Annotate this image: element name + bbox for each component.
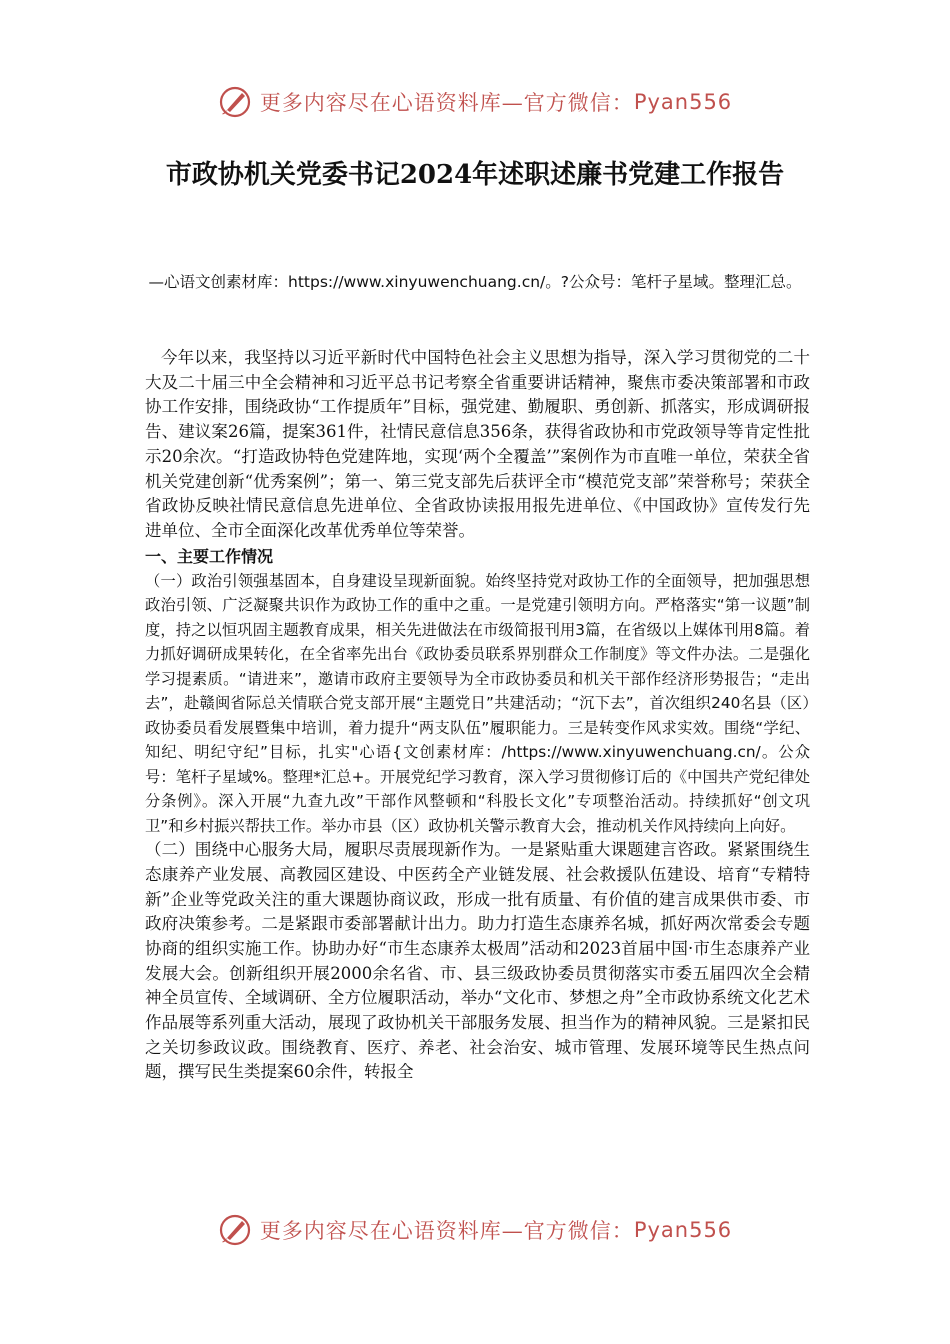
banner-text: 更多内容尽在心语资料库—官方微信： bbox=[259, 91, 634, 115]
banner-wechat-id: Pyan556 bbox=[633, 1218, 733, 1242]
banner-wechat-id: Pyan556 bbox=[633, 90, 733, 114]
document-title: 市政协机关党委书记2024年述职述廉书党建工作报告 bbox=[165, 160, 785, 190]
section-heading: 一、主要工作情况 bbox=[145, 546, 274, 566]
footer-banner bbox=[0, 1210, 950, 1250]
brush-logo-icon bbox=[218, 85, 252, 119]
banner-text: 更多内容尽在心语资料库—官方微信： bbox=[259, 1219, 634, 1243]
brush-logo-icon bbox=[218, 1213, 252, 1247]
paragraph-political: （一）政治引领强基固本，自身建设呈现新面貌。始终坚持党对政协工作的全面领导，把加强思想政治引领、广泛凝聚共识作为政协工作的重中之重。一是党建引领明方向。严格落实“第一议题”制度，持之以恒巩固主题教育成果，相关先进做法在市级简报刊用3篇，在省级以上媒体刊用8篇。着力抓好调研成果转化，在全省率先出台《政协委员联系界别群众工作制度》等文件办法。二是强化学习提素质。“请进来”，邀请市政府主要领导为全市政协委员和机关干部作经济形势报告；“走出去”，赴赣闽省际总关情联合党支部开展“主题党日”共建活动；“沉下去”，首次组织240名县（区）政协委员看发展暨集中培训，着力提升“两支队伍”履职能力。三是转变作风求实效。围绕“学纪、知纪、明纪守纪”目标，扎实"心语{文创素材库：/https://www.xinyuwenchuang.cn/。公众号：笔杆子星域%。整理*汇总+。开展党纪学习教育，深入学习贯彻修订后的《中国共产党纪律处分条例》。深入开展“九查九改”干部作风整顿和“科股长文化”专项整治活动。持续抓好“创文巩卫”和乡村振兴帮扶工作。举办市县（区）政协机关警示教育大会，推动机关作风持续向上向好。 bbox=[145, 571, 810, 835]
header-banner bbox=[0, 82, 950, 122]
intro-paragraph: 今年以来，我坚持以习近平新时代中国特色社会主义思想为指导，深入学习贯彻党的二十大及二十届三中全会精神和习近平总书记考察全省重要讲话精神，聚焦市委决策部署和市政协工作安排，围绕政协“工作提质年”目标，强党建、勤履职、勇创新、抓落实，形成调研报告、建议案26篇，提案361件，社情民意信息356条，获得省政协和市党政领导等肯定性批示20余次。“打造政协特色党建阵地，实现‘两个全覆盖’”案例作为市直唯一单位，荣获全省机关党建创新“优秀案例”；第一、第三党支部先后获评全市“模范党支部”荣誉称号；荣获全省政协反映社情民意信息先进单位、全省政协读报用报先进单位、《中国政协》宣传发行先进单位、全市全面深化改革优秀单位等荣誉。 bbox=[145, 348, 810, 540]
source-line: —心语文创素材库：https://www.xinyuwenchuang.cn/。?公众号：笔杆子星域。整理汇总。 bbox=[148, 273, 802, 291]
document-body bbox=[145, 346, 810, 1085]
paragraph-service: （二）围绕中心服务大局，履职尽责展现新作为。一是紧贴重大课题建言咨政。紧紧围绕生态康养产业发展、高教园区建设、中医药全产业链发展、社会救援队伍建设、培育“专精特新”企业等党政关注的重大课题协商议政，形成一批有质量、有价值的建言成果供市委、市政府决策参考。二是紧跟市委部署献计出力。助力打造生态康养名城，抓好两次常委会专题协商的组织实施工作。协助办好“市生态康养太极周”活动和2023首届中国·市生态康养产业发展大会。创新组织开展2000余名省、市、县三级政协委员贯彻落实市委五届四次全会精神全员宣传、全域调研、全方位履职活动，举办“文化市、梦想之舟”全市政协系统文化艺术作品展等系列重大活动，展现了政协机关干部服务发展、担当作为的精神风貌。三是紧扣民之关切参政议政。围绕教育、医疗、养老、社会治安、城市管理、发展环境等民生热点问题，撰写民生类提案60余件，转报全 bbox=[145, 840, 810, 1082]
